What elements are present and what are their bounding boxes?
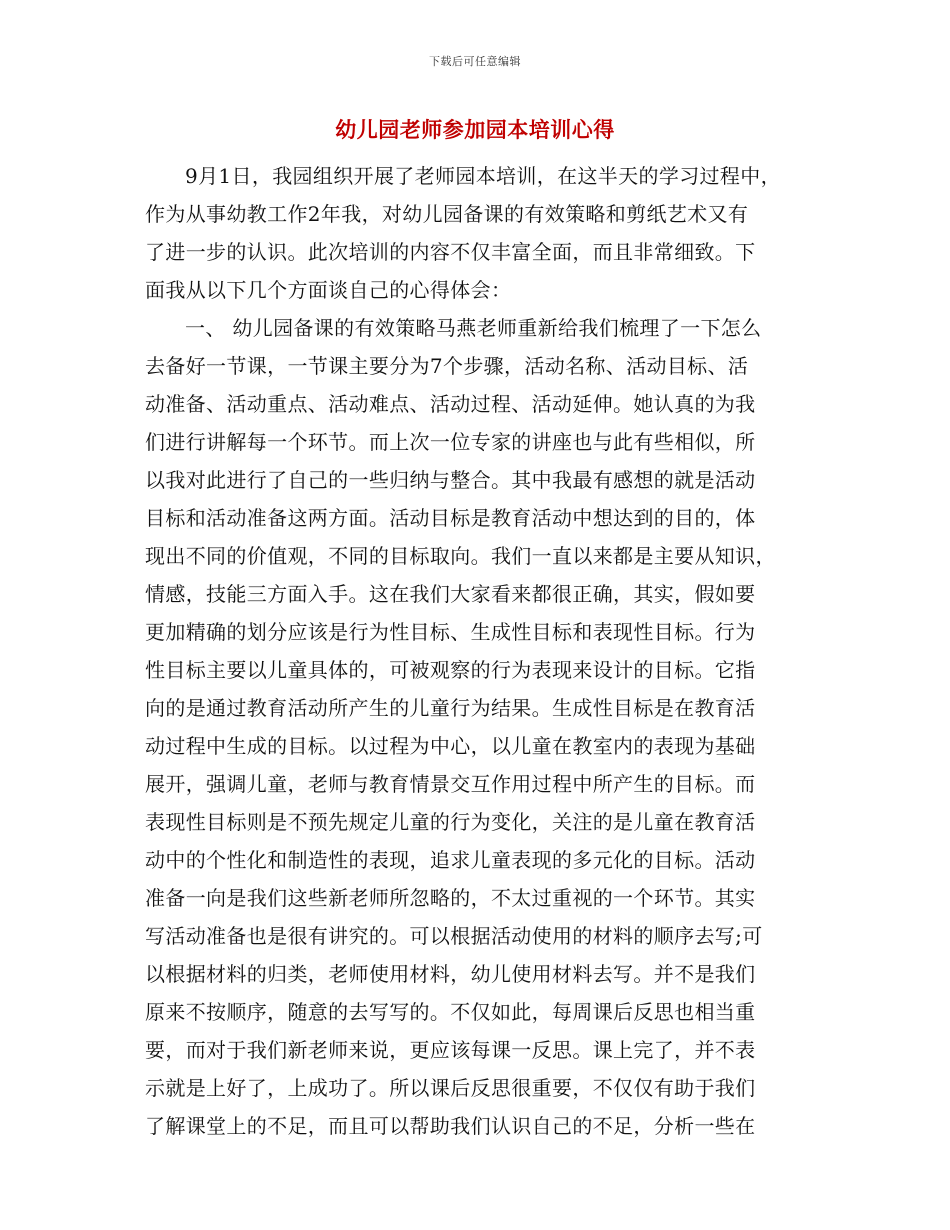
body-line: 了进一步的认识。此次培训的内容不仅丰富全面，而且非常细致。下 (145, 240, 756, 264)
body-line: 性目标主要以儿童具体的，可被观察的行为表现来设计的目标。它指 (145, 658, 756, 682)
body-line: 一、 幼儿园备课的有效策略马燕老师重新给我们梳理了一下怎么 (185, 316, 762, 340)
body-line: 原来不按顺序，随意的去写写的。不仅如此，每周课后反思也相当重 (145, 1000, 756, 1024)
body-line: 去备好一节课，一节课主要分为7个步骤，活动名称、活动目标、活 (145, 354, 749, 378)
body-line: 动过程中生成的目标。以过程为中心，以儿童在教室内的表现为基础 (145, 734, 756, 758)
body-line: 动准备、活动重点、活动难点、活动过程、活动延伸。她认真的为我 (145, 392, 756, 416)
body-line: 要，而对于我们新老师来说，更应该每课一反思。课上完了，并不表 (145, 1038, 756, 1062)
body-line: 9月1日，我园组织开展了老师园本培训，在这半天的学习过程中， (185, 164, 781, 188)
body-line: 更加精确的划分应该是行为性目标、生成性目标和表现性目标。行为 (145, 620, 756, 644)
header-note: 下载后可任意编辑 (429, 55, 521, 68)
body-line: 现出不同的价值观，不同的目标取向。我们一直以来都是主要从知识， (145, 544, 776, 568)
body-line: 以根据材料的归类，老师使用材料，幼儿使用材料去写。并不是我们 (145, 962, 756, 986)
body-line: 写活动准备也是很有讲究的。可以根据活动使用的材料的顺序去写;可 (145, 924, 763, 948)
body-line: 示就是上好了，上成功了。所以课后反思很重要，不仅仅有助于我们 (145, 1076, 756, 1100)
body-line: 准备一向是我们这些新老师所忽略的，不太过重视的一个环节。其实 (145, 886, 756, 910)
body-line: 展开，强调儿童，老师与教育情景交互作用过程中所产生的目标。而 (145, 772, 756, 796)
body-line: 以我对此进行了自己的一些归纳与整合。其中我最有感想的就是活动 (145, 468, 756, 492)
body-line: 目标和活动准备这两方面。活动目标是教育活动中想达到的目的，体 (145, 506, 756, 530)
body-line: 面我从以下几个方面谈自己的心得体会： (145, 278, 512, 302)
body-line: 了解课堂上的不足，而且可以帮助我们认识自己的不足，分析一些在 (145, 1114, 756, 1138)
body-line: 们进行讲解每一个环节。而上次一位专家的讲座也与此有些相似，所 (145, 430, 756, 454)
body-line: 表现性目标则是不预先规定儿童的行为变化，关注的是儿童在教育活 (145, 810, 756, 834)
body-line: 向的是通过教育活动所产生的儿童行为结果。生成性目标是在教育活 (145, 696, 756, 720)
body-line: 情感，技能三方面入手。这在我们大家看来都很正确，其实，假如要 (145, 582, 756, 606)
page-title: 幼儿园老师参加园本培训心得 (335, 118, 615, 142)
body-line: 作为从事幼教工作2年我，对幼儿园备课的有效策略和剪纸艺术又有 (145, 202, 749, 226)
body-line: 动中的个性化和制造性的表现，追求儿童表现的多元化的目标。活动 (145, 848, 756, 872)
